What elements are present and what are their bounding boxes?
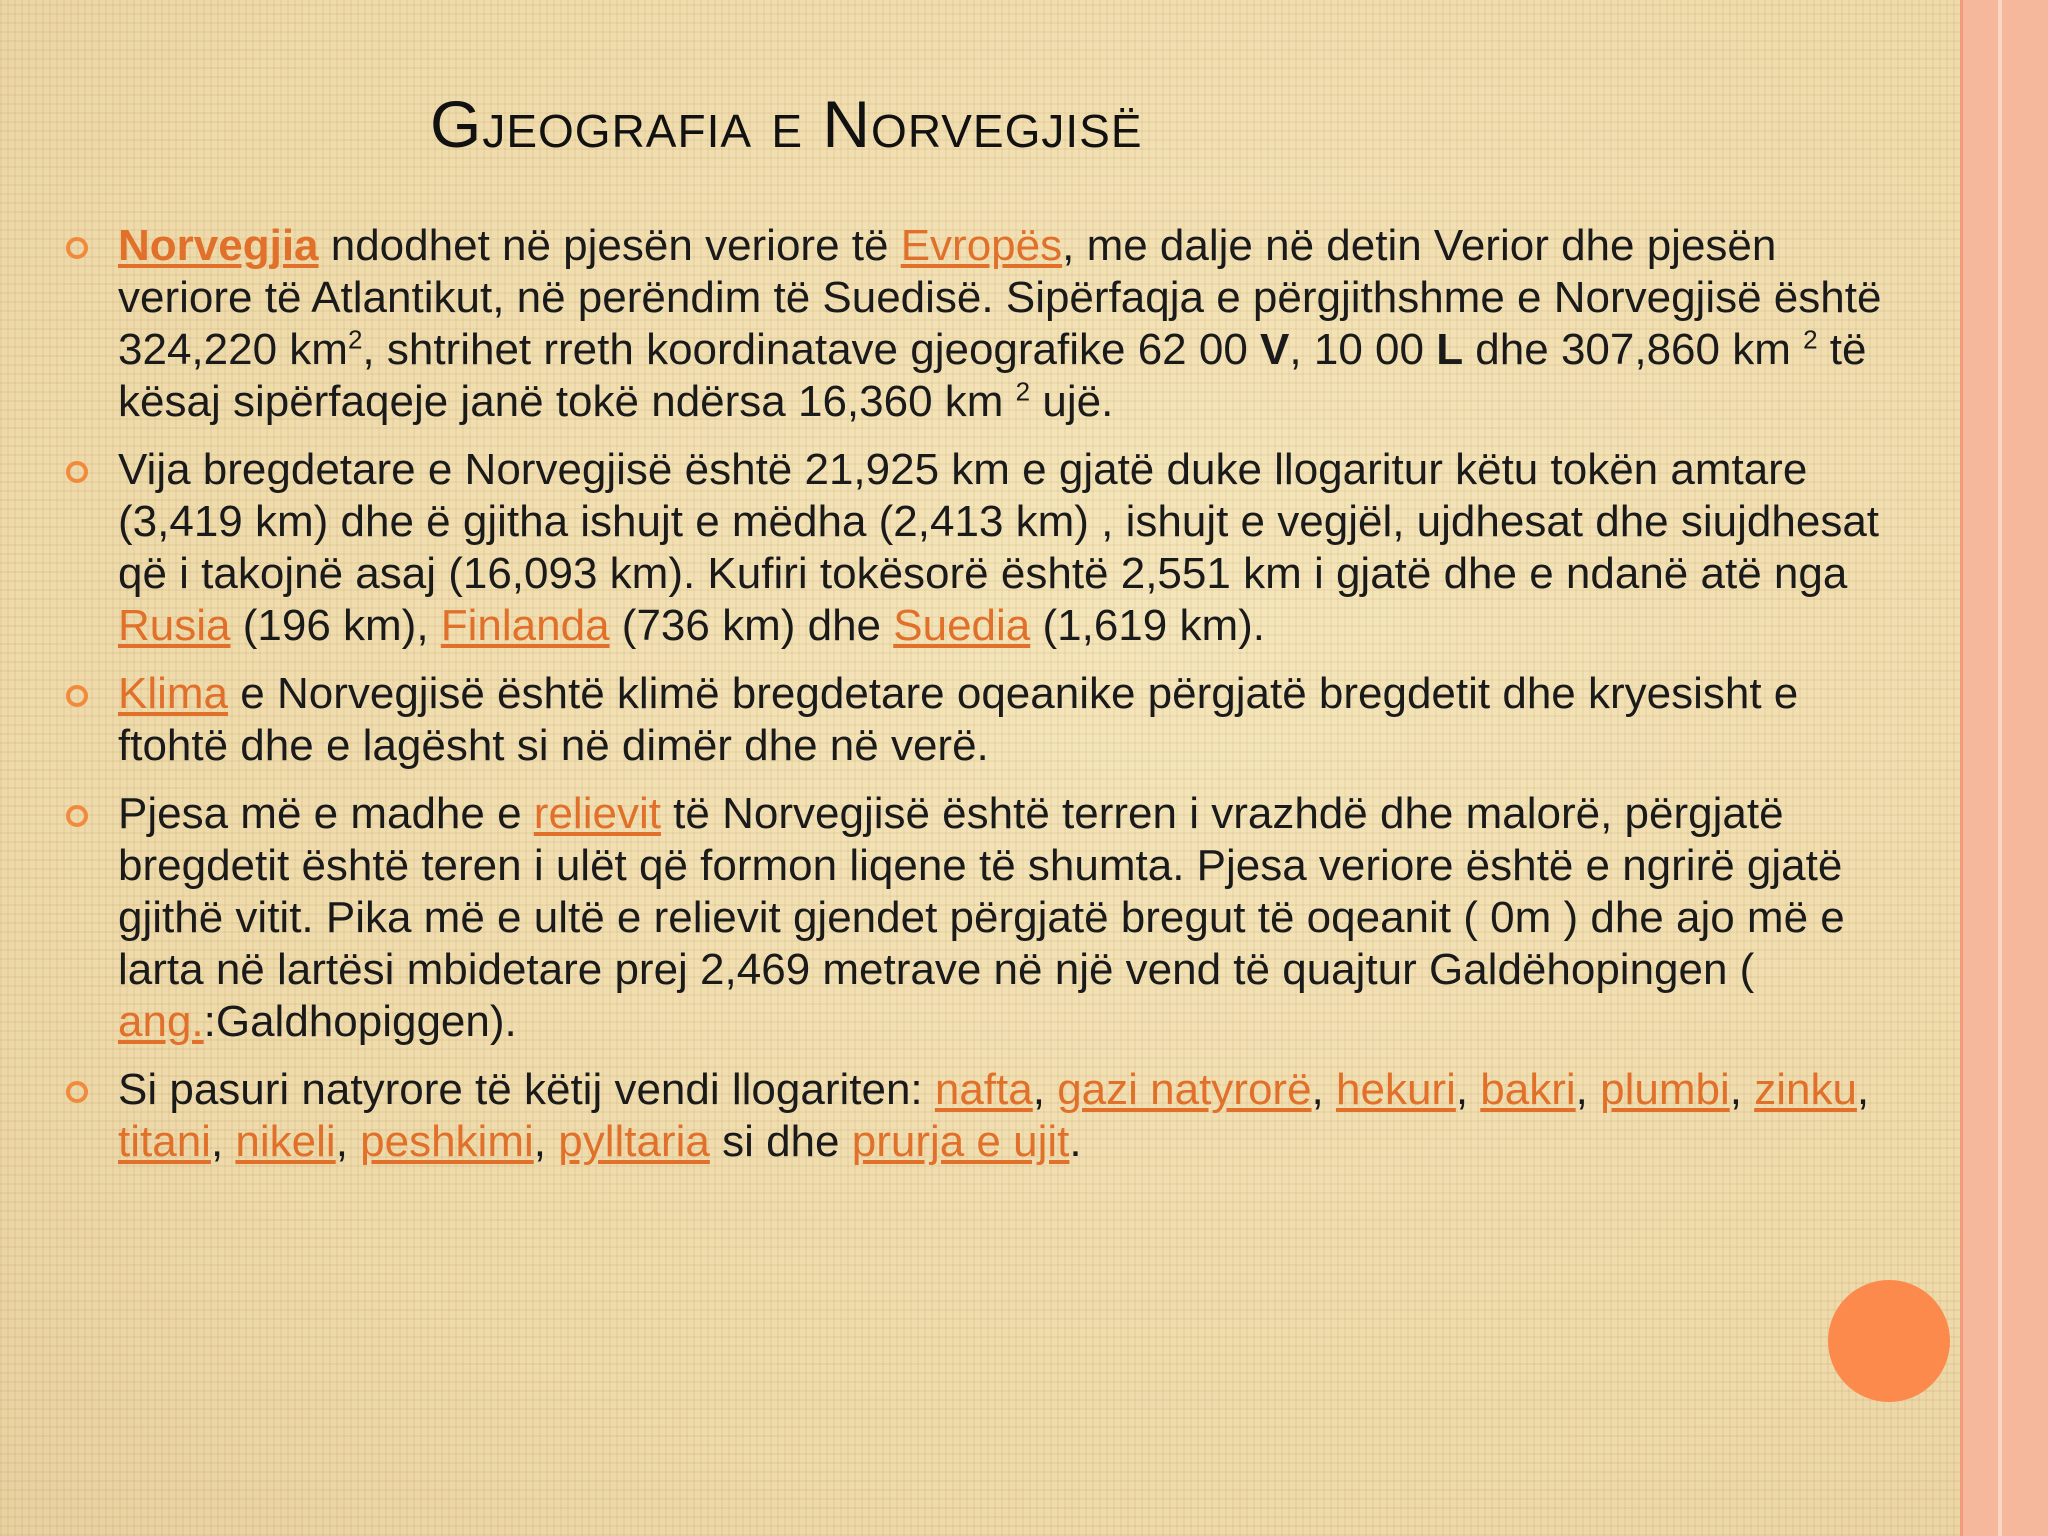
link-bakri[interactable]: bakri — [1480, 1065, 1576, 1114]
link-peshkimi[interactable]: peshkimi — [360, 1117, 534, 1166]
link-pylltaria[interactable]: pylltaria — [558, 1117, 710, 1166]
link-gazi-natyrore[interactable]: gazi natyrorë — [1057, 1065, 1312, 1114]
bullet-climate — [62, 668, 1912, 772]
text: dhe 307,860 km — [1463, 325, 1804, 374]
separator: , — [1032, 1065, 1058, 1114]
bullet-circle-icon — [66, 1081, 88, 1103]
separator: , — [1575, 1065, 1601, 1114]
link-titani[interactable]: titani — [118, 1117, 211, 1166]
text: Si pasuri natyrore të këtij vendi llogariten: — [118, 1065, 935, 1114]
link-zinku[interactable]: zinku — [1754, 1065, 1857, 1114]
text: . — [1069, 1117, 1082, 1166]
link-nikeli[interactable]: nikeli — [235, 1117, 336, 1166]
link-finlanda[interactable]: Finlanda — [440, 601, 610, 650]
slide-title: Gjeografia e Norvegjisë — [430, 87, 1143, 161]
right-accent-band — [1960, 0, 2048, 1536]
link-prurja-e-ujit[interactable]: prurja e ujit — [851, 1117, 1070, 1166]
superscript: 2 — [1803, 324, 1818, 355]
superscript: 2 — [1015, 376, 1031, 407]
separator: , — [533, 1117, 559, 1166]
link-hekuri[interactable]: hekuri — [1336, 1065, 1456, 1114]
separator: , — [1311, 1065, 1336, 1114]
superscript: 2 — [347, 324, 363, 355]
decorative-circle — [1828, 1280, 1950, 1402]
link-ang[interactable]: ang. — [118, 997, 204, 1046]
text: (196 km), — [230, 601, 441, 650]
text: , me dalje në detin Verior dhe pjesën veriore të Atlantikut, në perëndim të Suedisë. Sipërfaqja e përgjithshme e Norvegjisë është 324,220 km — [118, 221, 1882, 374]
text: (736 km) dhe — [609, 601, 894, 650]
text: :Galdhopiggen). — [203, 997, 517, 1046]
text: , 10 00 — [1289, 325, 1437, 374]
link-suedia[interactable]: Suedia — [893, 601, 1031, 650]
bold-text: V — [1260, 325, 1290, 374]
text: Pjesa më e madhe e — [118, 789, 534, 838]
link-evropes[interactable]: Evropës — [900, 221, 1063, 270]
text: (1,619 km). — [1030, 601, 1266, 650]
separator: , — [335, 1117, 361, 1166]
band-edge-line — [1960, 0, 1963, 1536]
bullet-circle-icon — [66, 461, 88, 483]
text: ndodhet në pjesën veriore të — [318, 221, 901, 270]
text: Vija bregdetare e Norvegjisë është 21,925 km e gjatë duke llogaritur këtu tokën amtare (3,419 km) dhe ë gjitha ishujt e mëdha (2,413 km) , ishujt e vegjël, ujdhesat dhe siujdhesat që i takojnë asaj (16,093 km). Kufiri tokësorë është 2,551 km i gjatë dhe e ndanë atë nga — [118, 445, 1880, 598]
bullet-circle-icon — [66, 237, 88, 259]
separator: , — [1729, 1065, 1755, 1114]
text: si dhe — [709, 1117, 852, 1166]
link-norvegjia[interactable]: Norvegjia — [118, 221, 319, 270]
text: të kësaj sipërfaqeje janë tokë ndërsa 16,360 km — [118, 325, 1867, 426]
bullet-circle-icon — [66, 685, 88, 707]
separator: , — [1856, 1065, 1870, 1114]
bullet-location — [62, 220, 1912, 428]
text: e Norvegjisë është klimë bregdetare oqeanike përgjatë bregdetit dhe kryesisht e ftohtë dhe e lagësht si në dimër dhe në verë. — [118, 669, 1799, 770]
separator: , — [210, 1117, 236, 1166]
link-relievit[interactable]: relievit — [533, 789, 661, 838]
text: të Norvegjisë është terren i vrazhdë dhe malorë, përgjatë bregdetit është teren i ulët që formon liqene të shumta. Pjesa veriore është e ngrirë gjatë gjithë vitit. Pika më e ultë e relievit gjendet përgjatë bregut të oqeanit ( 0m ) dhe ajo më e larta në lartësi mbidetare prej 2,469 metrave në një vend të quajtur Galdëhopingen ( — [118, 789, 1845, 994]
link-plumbi[interactable]: plumbi — [1600, 1065, 1730, 1114]
text: ujë. — [1030, 377, 1114, 426]
link-nafta[interactable]: nafta — [934, 1065, 1033, 1114]
bullet-coastline — [62, 444, 1912, 652]
bullet-relief — [62, 788, 1912, 1048]
band-inner-line — [1998, 0, 2002, 1536]
bullet-resources — [62, 1064, 1912, 1168]
bullet-circle-icon — [66, 805, 88, 827]
bold-text: L — [1436, 325, 1464, 374]
text: , shtrihet rreth koordinatave gjeografike 62 00 — [362, 325, 1261, 374]
bullet-list — [62, 220, 1912, 1184]
separator: , — [1455, 1065, 1481, 1114]
link-klima[interactable]: Klima — [118, 669, 229, 718]
link-rusia[interactable]: Rusia — [118, 601, 231, 650]
